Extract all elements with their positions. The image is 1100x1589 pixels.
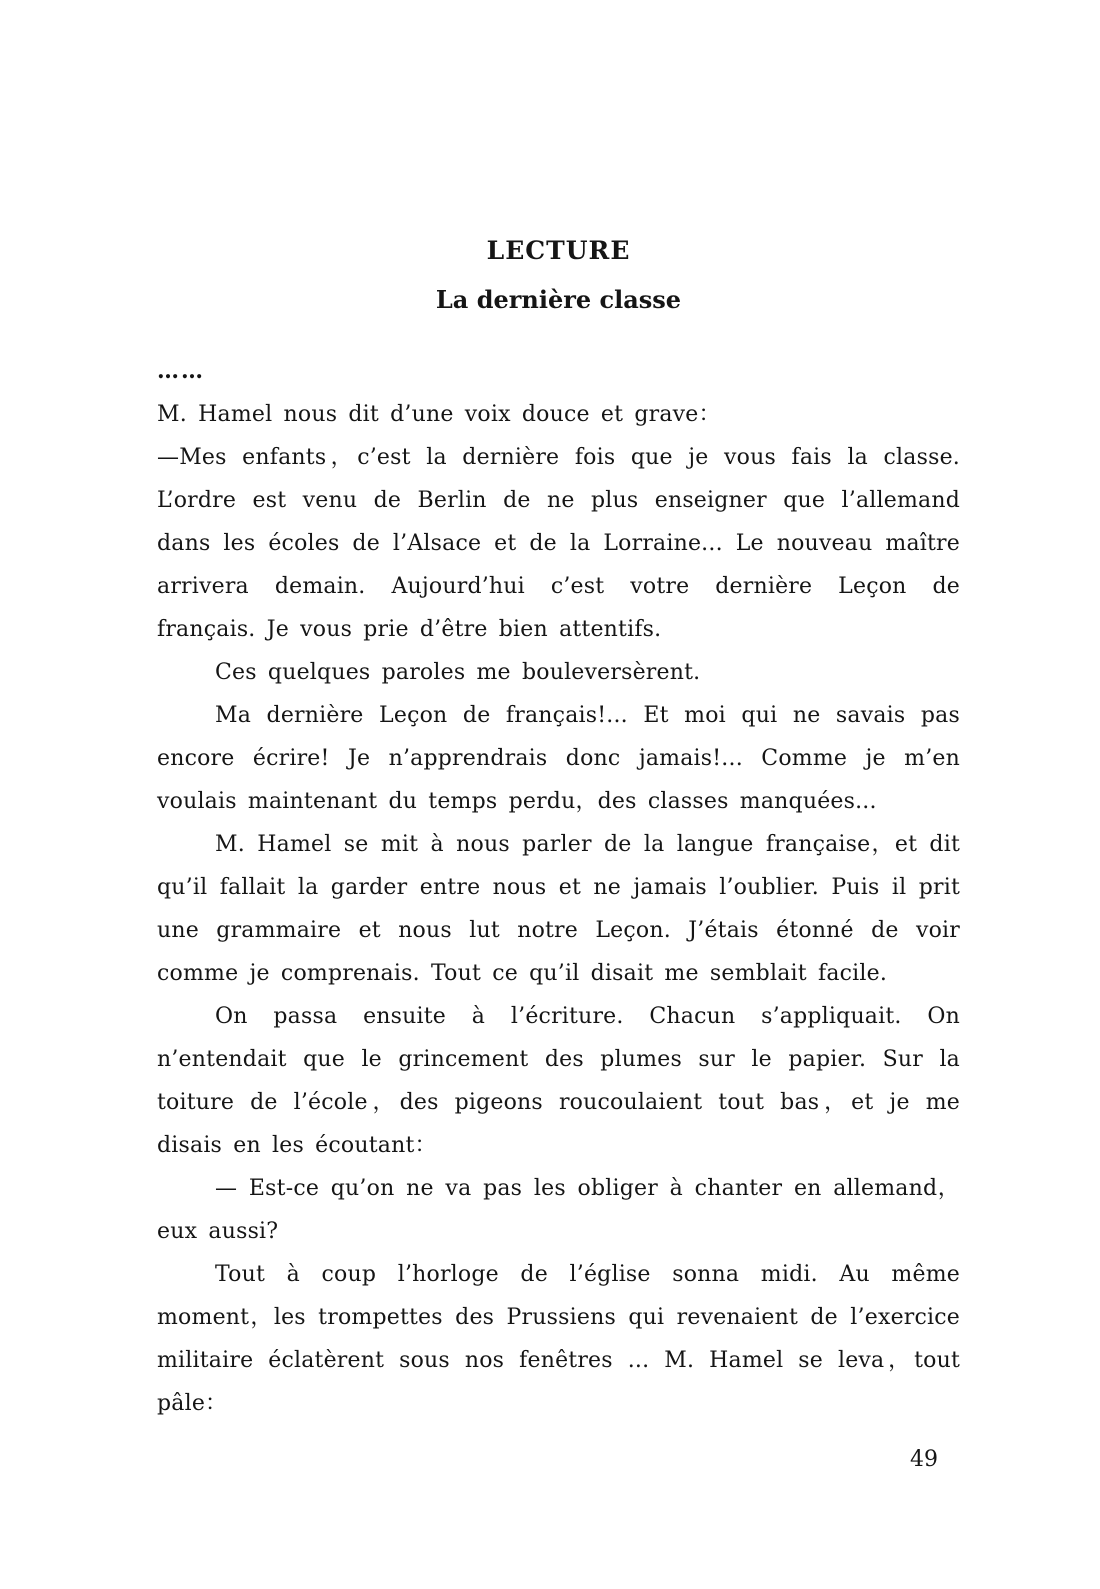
paragraph: M. Hamel se mit à nous parler de la langue française，et dit qu’il fallait la garder entre nous et ne jamais l’oublier. Puis il prit une grammaire et nous lut notre Leçon. J’étais étonné de voir comme je comprenais. Tout ce qu’il disait me semblait facile.: [157, 832, 960, 986]
paragraph: M. Hamel nous dit d’une voix douce et grave：: [157, 402, 721, 427]
paragraph: — Est-ce qu’on ne va pas les obliger à chanter en allemand，eux aussi?: [157, 1176, 960, 1244]
paragraph: Tout à coup l’horloge de l’église sonna midi. Au même moment，les trompettes des Prussiens qui revenaient de l’exercice militaire éclatèrent sous nos fenêtres ... M. Hamel se leva，tout pâle：: [157, 1262, 960, 1416]
page-title: LECTURE: [486, 236, 631, 265]
paragraph: —Mes enfants，c’est la dernière fois que je vous fais la classe. L’ordre est venu de Berlin de ne plus enseigner que l’allemand dans les écoles de l’Alsace et de la Lorraine... Le nouveau maître arrivera demain. Aujourd’hui c’est votre dernière Leçon de français. Je vous prie d’être bien attentifs.: [157, 445, 960, 642]
paragraph: Ces quelques paroles me bouleversèrent.: [215, 660, 701, 685]
page-subtitle: La dernière classe: [435, 285, 682, 314]
paragraph: Ma dernière Leçon de français!... Et moi qui ne savais pas encore écrire! Je n’apprendrais donc jamais!... Comme je m’en voulais maintenant du temps perdu，des classes manquées...: [157, 703, 960, 814]
paragraph: On passa ensuite à l’écriture. Chacun s’appliquait. On n’entendait que le grincement des plumes sur le papier. Sur la toiture de l’école，des pigeons roucoulaient tout bas，et je me disais en les écoutant：: [157, 1004, 960, 1158]
page-number: 49: [910, 1447, 938, 1472]
ellipsis-line: ……: [157, 358, 205, 384]
